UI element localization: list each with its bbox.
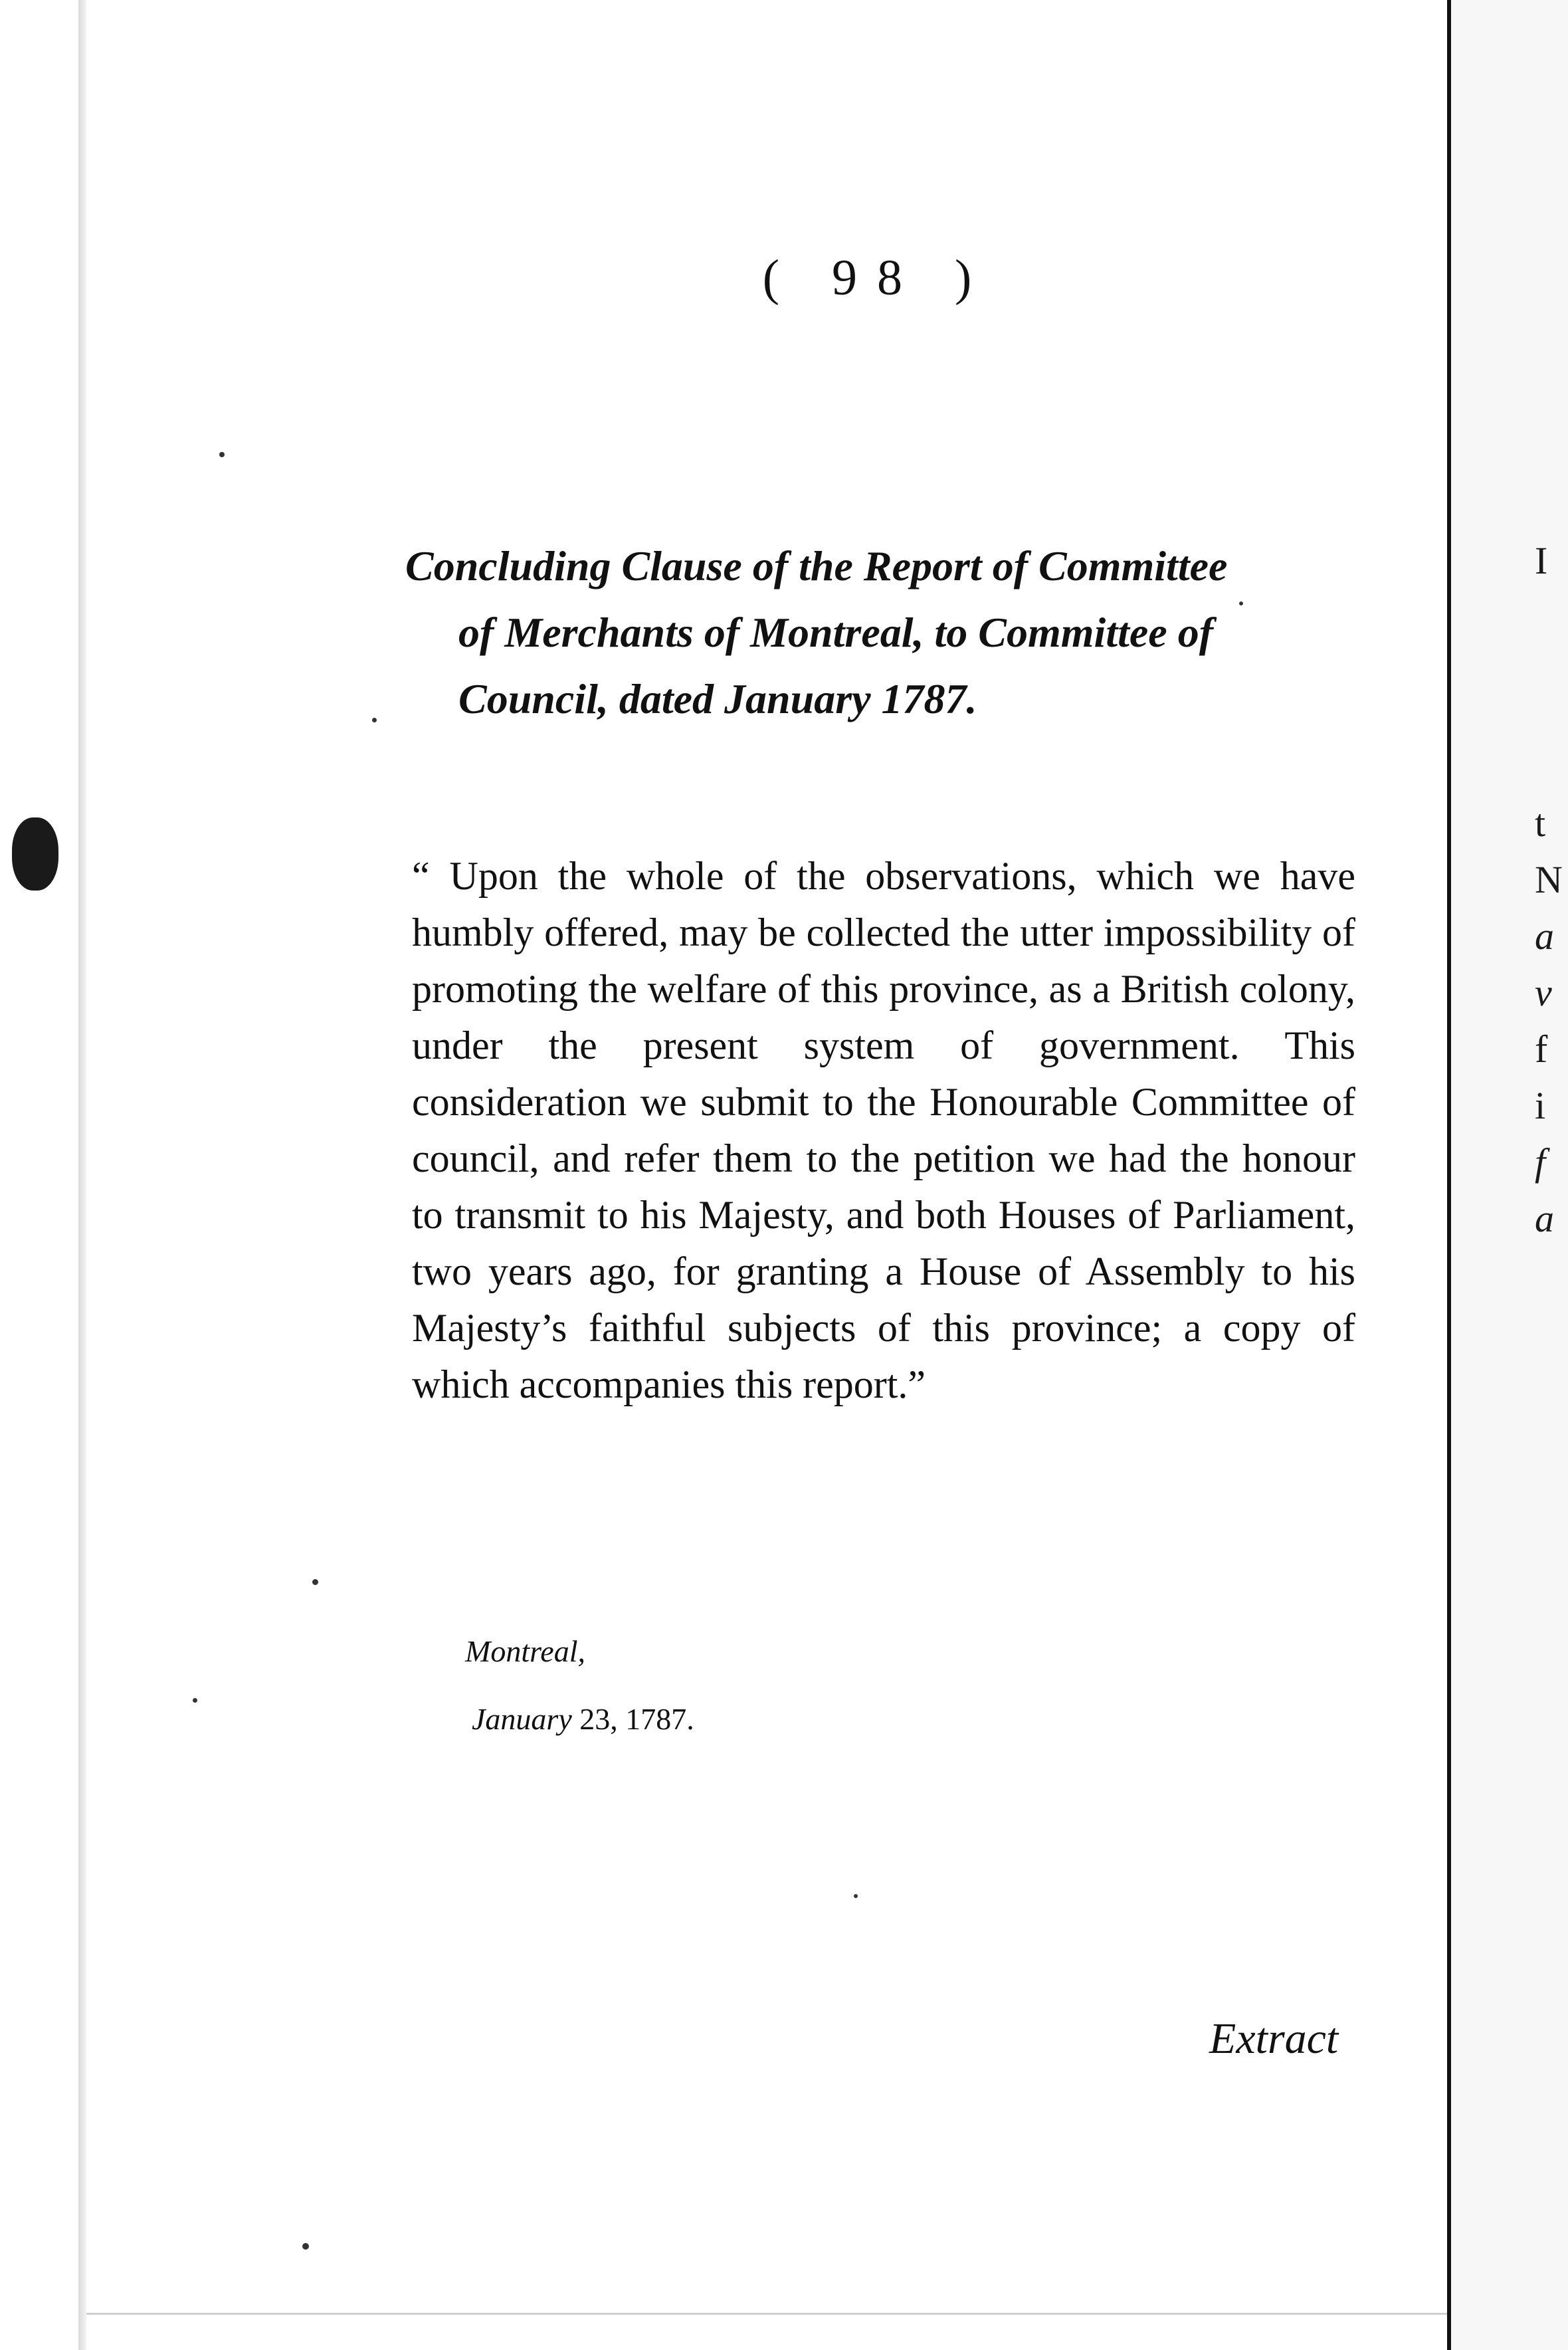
scan-speck <box>193 1698 197 1703</box>
facing-page-fragment: I <box>1535 539 1548 582</box>
signature-date-rest: 23, 1787. <box>579 1702 694 1736</box>
quoted-paragraph: “ Upon the whole of the observations, which we have humbly offered, may be collected the utter impossibility of promoting the welfare of this province, as a British colony, under the present system of government. This consideration we submit to the Honourable Committee of council, and refer them to the petition we had the honour to transmit to his Majesty, and both Houses of Parliament, two years ago, for granting a House of Assembly to his Majesty’s faithful subjects of this province; a copy of which accompanies this report.” <box>412 854 1355 1406</box>
scan-speck <box>1239 601 1243 605</box>
facing-page-fragment: v <box>1535 971 1552 1014</box>
facing-page-fragment: N <box>1535 858 1563 901</box>
page-left-edge <box>78 0 86 2350</box>
scan-speck <box>372 718 377 722</box>
facing-page-fragment: i <box>1535 1084 1546 1127</box>
scan-speck <box>854 1894 858 1898</box>
facing-page-fragment: a <box>1535 914 1554 958</box>
facing-page-edge <box>1451 0 1568 2350</box>
facing-page-fragment: f <box>1535 1027 1548 1071</box>
section-heading <box>405 533 1355 732</box>
facing-page-fragment: t <box>1535 801 1546 845</box>
heading-line-1: Concluding Clause of the Report of Committee <box>405 542 1228 589</box>
scan-speck <box>312 1579 318 1585</box>
page-bottom-edge <box>86 2313 1448 2315</box>
facing-page-fragment: a <box>1535 1197 1554 1240</box>
scan-blot <box>12 817 58 891</box>
signature-date-month: January <box>472 1702 572 1736</box>
heading-line-2: of Merchants of Montreal, to Committee of <box>458 609 1213 656</box>
scan-speck <box>302 2243 309 2250</box>
signature-place: Montreal, <box>465 1634 585 1668</box>
signature-date <box>472 1704 694 1735</box>
page-number: ( 98 ) <box>762 250 992 306</box>
heading-line-3: Council, dated January 1787. <box>458 675 977 722</box>
scan-speck <box>219 452 225 457</box>
facing-page-fragment: f <box>1535 1140 1546 1184</box>
catchword: Extract <box>1209 2014 1339 2063</box>
